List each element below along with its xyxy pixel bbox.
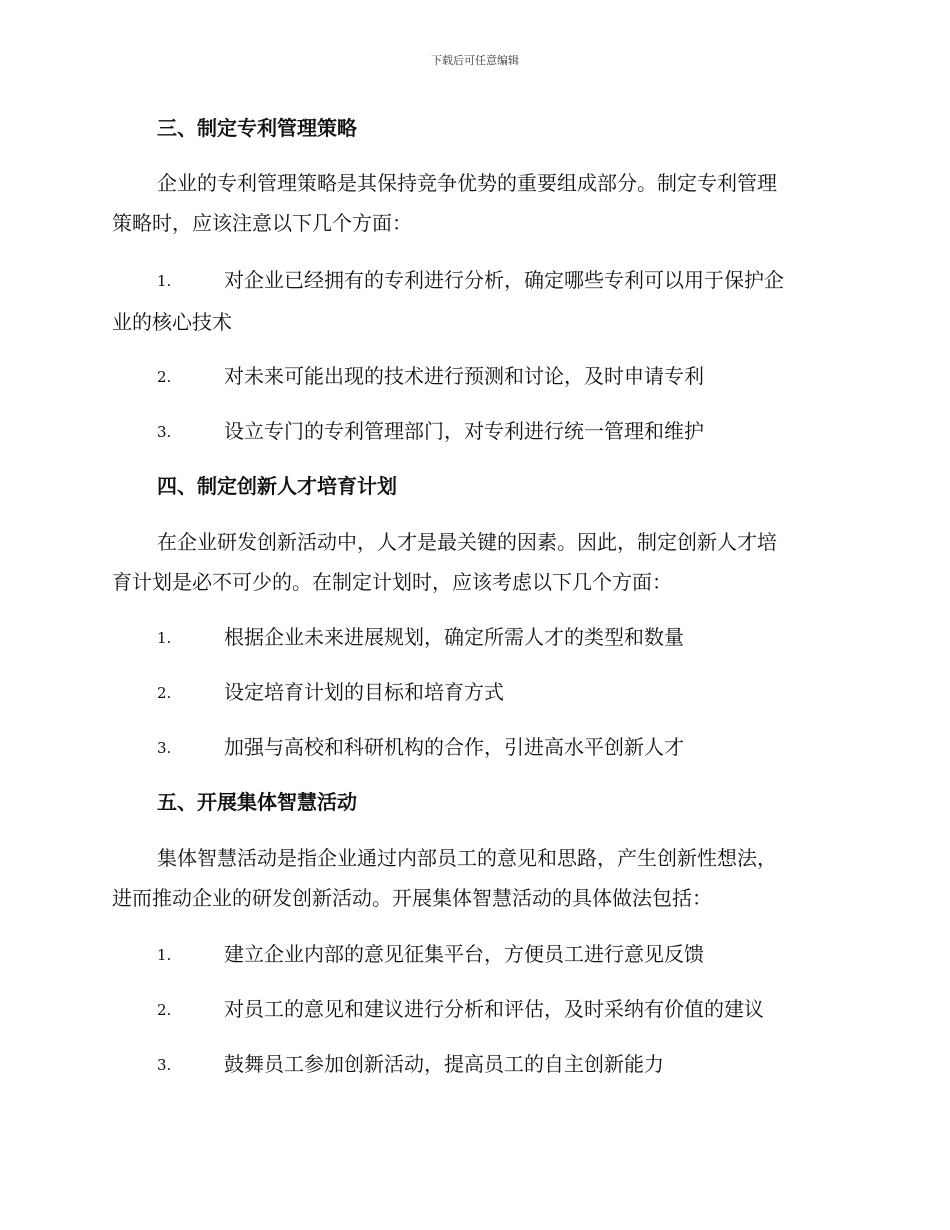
list-item-text: 对企业已经拥有的专利进行分析，确定哪些专利可以用于保护企 <box>224 268 784 292</box>
list-item-text: 对员工的意见和建议进行分析和评估，及时采纳有价值的建议 <box>224 997 764 1021</box>
paragraph-line: 育计划是必不可少的。在制定计划时，应该考虑以下几个方面： <box>112 570 672 594</box>
list-item-number: 1. <box>157 946 172 964</box>
list-item-number: 2. <box>157 1001 172 1019</box>
list-item-number: 1. <box>157 629 172 647</box>
paragraph-line: 进而推动企业的研发创新活动。开展集体智慧活动的具体做法包括： <box>112 886 712 910</box>
page-header: 下载后可任意编辑 <box>431 54 519 67</box>
list-item-number: 3. <box>157 423 172 441</box>
list-item-text: 对未来可能出现的技术进行预测和讨论，及时申请专利 <box>224 364 704 388</box>
list-item-text: 设立专门的专利管理部门，对专利进行统一管理和维护 <box>224 419 704 443</box>
section-heading: 四、制定创新人才培育计划 <box>157 474 397 498</box>
list-item-text: 建立企业内部的意见征集平台，方便员工进行意见反馈 <box>224 942 704 966</box>
list-item-number: 2. <box>157 368 172 386</box>
section-heading: 三、制定专利管理策略 <box>157 116 357 140</box>
list-item-number: 2. <box>157 684 172 702</box>
list-item-text: 设定培育计划的目标和培育方式 <box>224 680 504 704</box>
list-item-text: 加强与高校和科研机构的合作，引进高水平创新人才 <box>224 735 684 759</box>
paragraph-line: 策略时，应该注意以下几个方面： <box>112 211 412 235</box>
list-item-text-continuation: 业的核心技术 <box>112 310 232 334</box>
paragraph-line: 集体智慧活动是指企业通过内部员工的意见和思路，产生创新性想法， <box>157 846 777 870</box>
list-item-number: 3. <box>157 739 172 757</box>
list-item-number: 1. <box>157 272 172 290</box>
paragraph-line: 在企业研发创新活动中，人才是最关键的因素。因此，制定创新人才培 <box>157 530 777 554</box>
list-item-text: 根据企业未来进展规划，确定所需人才的类型和数量 <box>224 625 684 649</box>
section-heading: 五、开展集体智慧活动 <box>157 790 357 814</box>
paragraph-line: 企业的专利管理策略是其保持竞争优势的重要组成部分。制定专利管理 <box>157 171 777 195</box>
list-item-text: 鼓舞员工参加创新活动，提高员工的自主创新能力 <box>224 1052 664 1076</box>
list-item-number: 3. <box>157 1056 172 1074</box>
